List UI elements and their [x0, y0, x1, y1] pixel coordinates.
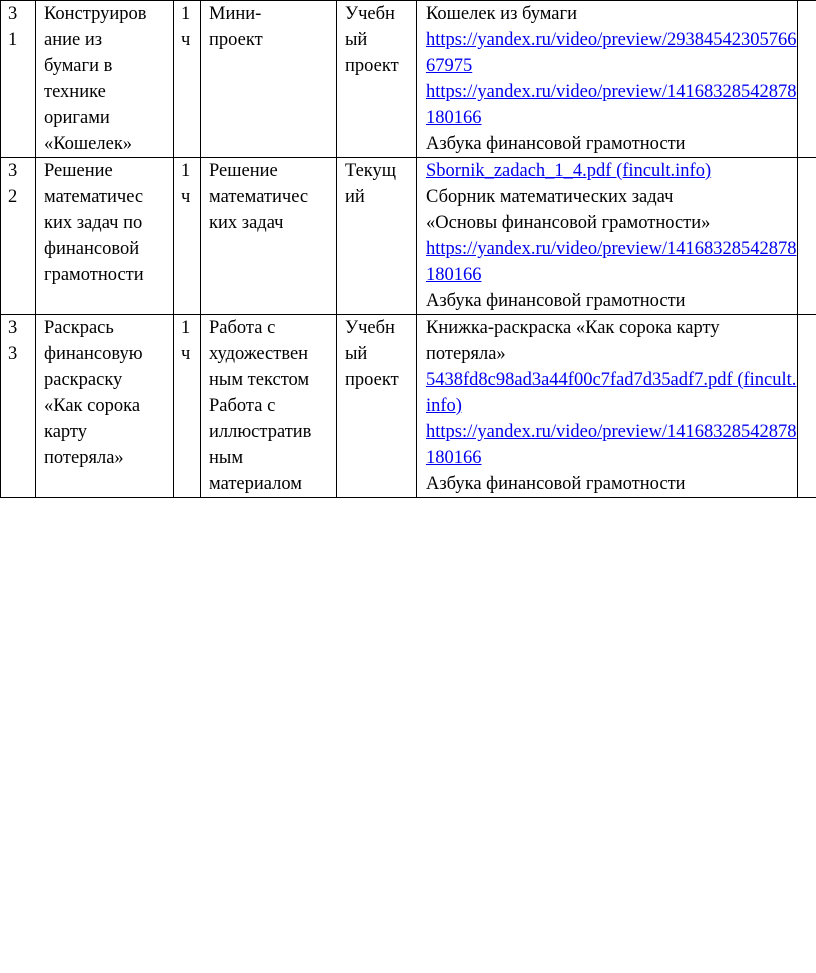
- lesson-resources-cell: [417, 315, 798, 498]
- resource-text: «Основы финансовой грамотности»: [426, 213, 711, 233]
- cell-text-line: математичес: [44, 187, 144, 207]
- lesson-topic-cell: [36, 315, 174, 498]
- cell-text-line: Работа с: [209, 318, 276, 338]
- lesson-number-cell: [1, 1, 36, 158]
- resource-link[interactable]: https://yandex.ru/video/preview/14168328542878180166: [426, 239, 797, 285]
- cell-text-line: 1: [181, 318, 191, 338]
- cell-text-line: ый: [345, 30, 368, 50]
- cell-text-line: Учебн: [345, 318, 395, 338]
- resource-link[interactable]: https://yandex.ru/video/preview/2938454230576667975: [426, 30, 797, 76]
- lesson-form-cell: [201, 315, 337, 498]
- lesson-type-cell: [337, 158, 417, 315]
- lesson-number-cell: [1, 158, 36, 315]
- cell-text-line: ч: [181, 30, 191, 50]
- cell-text-line: 3: [8, 161, 18, 181]
- table-row: [1, 158, 816, 315]
- lesson-hours-cell: [174, 1, 201, 158]
- lesson-type-cell: [337, 1, 417, 158]
- resource-link[interactable]: https://yandex.ru/video/preview/14168328542878180166: [426, 82, 797, 128]
- cell-text-line: художествен: [209, 344, 309, 364]
- cell-text-line: Решение: [44, 161, 113, 181]
- table-body: [1, 1, 816, 498]
- cell-text-line: Решение: [209, 161, 278, 181]
- cell-text-line: технике: [44, 82, 106, 102]
- empty-cell: [798, 1, 816, 158]
- lesson-topic-cell: [36, 158, 174, 315]
- lesson-resources-cell: [417, 158, 798, 315]
- cell-text-line: 1: [181, 161, 191, 181]
- resource-text: Азбука финансовой грамотности: [426, 291, 686, 311]
- cell-text-line: Текущ: [345, 161, 397, 181]
- cell-text-line: ным: [209, 448, 244, 468]
- table-row: [1, 315, 816, 498]
- resource-text: Сборник математических задач: [426, 187, 674, 207]
- cell-text-line: Мини-: [209, 4, 262, 24]
- lesson-topic-cell: [36, 1, 174, 158]
- cell-text-line: проект: [209, 30, 263, 50]
- lesson-form-cell: [201, 1, 337, 158]
- cell-text-line: ч: [181, 344, 191, 364]
- cell-text-line: потеряла»: [44, 448, 124, 468]
- resource-link[interactable]: 5438fd8c98ad3a44f00c7fad7d35adf7.pdf (fincult.info): [426, 370, 797, 416]
- lesson-resources-cell: [417, 1, 798, 158]
- cell-text-line: ий: [345, 187, 365, 207]
- resource-link[interactable]: https://yandex.ru/video/preview/14168328542878180166: [426, 422, 797, 468]
- resource-link[interactable]: Sbornik_zadach_1_4.pdf (fincult.info): [426, 161, 712, 181]
- lesson-number-cell: [1, 315, 36, 498]
- cell-text-line: математичес: [209, 187, 309, 207]
- resource-text: Азбука финансовой грамотности: [426, 474, 686, 494]
- cell-text-line: Конструиров: [44, 4, 147, 24]
- resource-text: Книжка-раскраска «Как сорока карту потеряла»: [426, 318, 720, 364]
- cell-text-line: ч: [181, 187, 191, 207]
- cell-text-line: иллюстратив: [209, 422, 312, 442]
- cell-text-line: 3: [8, 344, 18, 364]
- cell-text-line: материалом: [209, 474, 302, 494]
- cell-text-line: Учебн: [345, 4, 395, 24]
- cell-text-line: 1: [8, 30, 18, 50]
- cell-text-line: раскраску: [44, 370, 123, 390]
- table-row: [1, 1, 816, 158]
- cell-text-line: «Кошелек»: [44, 134, 133, 154]
- resource-text: Кошелек из бумаги: [426, 4, 578, 24]
- resource-text: Азбука финансовой грамотности: [426, 134, 686, 154]
- cell-text-line: Работа с: [209, 396, 276, 416]
- cell-text-line: оригами: [44, 108, 110, 128]
- cell-text-line: ание из: [44, 30, 103, 50]
- empty-cell: [798, 158, 816, 315]
- cell-text-line: карту: [44, 422, 88, 442]
- cell-text-line: ких задач: [209, 213, 284, 233]
- cell-text-line: бумаги в: [44, 56, 113, 76]
- cell-text-line: «Как сорока: [44, 396, 141, 416]
- cell-text-line: проект: [345, 370, 399, 390]
- cell-text-line: ких задач по: [44, 213, 143, 233]
- cell-text-line: финансовую: [44, 344, 143, 364]
- cell-text-line: 3: [8, 318, 18, 338]
- lesson-hours-cell: [174, 315, 201, 498]
- cell-text-line: ый: [345, 344, 368, 364]
- lesson-hours-cell: [174, 158, 201, 315]
- cell-text-line: Раскрась: [44, 318, 114, 338]
- cell-text-line: проект: [345, 56, 399, 76]
- cell-text-line: грамотности: [44, 265, 144, 285]
- cell-text-line: 2: [8, 187, 18, 207]
- cell-text-line: 1: [181, 4, 191, 24]
- lesson-form-cell: [201, 158, 337, 315]
- lesson-type-cell: [337, 315, 417, 498]
- cell-text-line: 3: [8, 4, 18, 24]
- empty-cell: [798, 315, 816, 498]
- cell-text-line: финансовой: [44, 239, 140, 259]
- cell-text-line: ным текстом: [209, 370, 310, 390]
